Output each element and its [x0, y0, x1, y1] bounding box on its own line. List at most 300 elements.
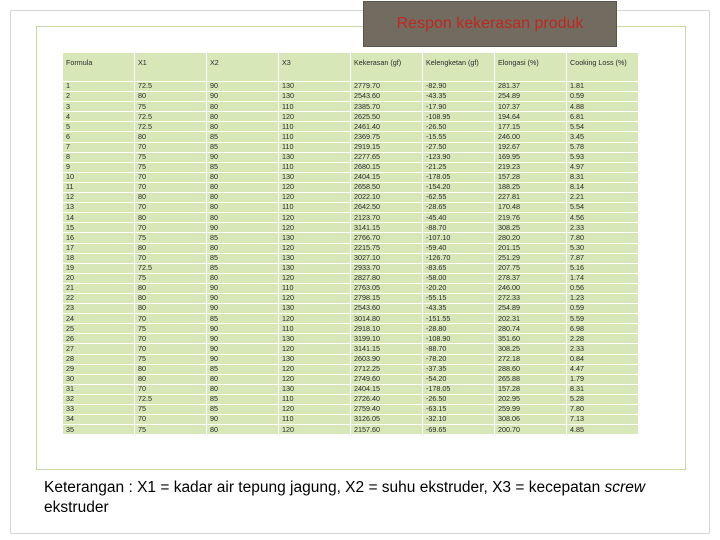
table-row	[63, 263, 639, 273]
table-cell: 4.85	[567, 425, 639, 435]
table-cell: -83.65	[423, 263, 495, 273]
table-cell: 90	[207, 92, 279, 102]
table-cell: 21	[63, 283, 135, 293]
table-cell: 7.80	[567, 233, 639, 243]
table-cell: 4.97	[567, 162, 639, 172]
table-cell: -82.90	[423, 82, 495, 92]
table-cell: 85	[207, 142, 279, 152]
table-row	[63, 314, 639, 324]
table-cell: 70	[135, 314, 207, 324]
table-cell: 194.64	[495, 112, 567, 122]
table-cell: -21.25	[423, 162, 495, 172]
table-cell: 90	[207, 415, 279, 425]
title-box	[363, 1, 617, 47]
table-row	[63, 132, 639, 142]
table-cell: 90	[207, 223, 279, 233]
table-cell: 200.70	[495, 425, 567, 435]
table-cell: 130	[279, 82, 351, 92]
table-cell: 5.28	[567, 394, 639, 404]
table-cell: -20.20	[423, 283, 495, 293]
table-cell: 6.81	[567, 112, 639, 122]
table-row	[63, 374, 639, 384]
table-row	[63, 384, 639, 394]
table-cell: 5	[63, 122, 135, 132]
table-cell: 90	[207, 82, 279, 92]
table-cell: 12	[63, 193, 135, 203]
table-row	[63, 425, 639, 435]
table-cell: 265.88	[495, 374, 567, 384]
table-cell: 201.15	[495, 243, 567, 253]
table-cell: 2543.60	[351, 304, 423, 314]
caption-italic-term: screw	[604, 479, 646, 496]
table-cell: 70	[135, 415, 207, 425]
table-cell: 80	[207, 425, 279, 435]
table-cell: 14	[63, 213, 135, 223]
table-cell: 75	[135, 152, 207, 162]
table-cell: 110	[279, 324, 351, 334]
table-cell: 120	[279, 344, 351, 354]
column-header: Formula	[63, 53, 135, 82]
table-cell: -178.05	[423, 172, 495, 182]
table-cell: 219.23	[495, 162, 567, 172]
table-cell: -45.40	[423, 213, 495, 223]
table-row	[63, 142, 639, 152]
table-row	[63, 122, 639, 132]
table-cell: 6	[63, 132, 135, 142]
table-cell: 120	[279, 193, 351, 203]
table-cell: 2404.15	[351, 384, 423, 394]
table-row	[63, 273, 639, 283]
table-cell: 85	[207, 405, 279, 415]
caption	[44, 478, 684, 518]
table-cell: 35	[63, 425, 135, 435]
table-cell: 80	[207, 374, 279, 384]
table-cell: 351.60	[495, 334, 567, 344]
table-cell: 120	[279, 425, 351, 435]
table-cell: 280.20	[495, 233, 567, 243]
table-cell: 0.56	[567, 283, 639, 293]
table-cell: 130	[279, 334, 351, 344]
table-row	[63, 203, 639, 213]
table-cell: 110	[279, 283, 351, 293]
table-cell: 2	[63, 92, 135, 102]
table-cell: 10	[63, 172, 135, 182]
table-cell: -108.95	[423, 112, 495, 122]
caption-text: Keterangan : X1 = kadar air tepung jagung, X2 = suhu ekstruder, X3 = kecepatan	[44, 479, 605, 496]
table-cell: -17.90	[423, 102, 495, 112]
table-cell: 24	[63, 314, 135, 324]
table-row	[63, 82, 639, 92]
table-cell: -26.50	[423, 122, 495, 132]
table-cell: 80	[135, 364, 207, 374]
table-cell: 0.59	[567, 304, 639, 314]
table-cell: 75	[135, 233, 207, 243]
table-cell: -126.70	[423, 253, 495, 263]
table-cell: 5.59	[567, 314, 639, 324]
table-cell: -69.65	[423, 425, 495, 435]
table-cell: 120	[279, 405, 351, 415]
table-cell: 110	[279, 142, 351, 152]
table-cell: 280.74	[495, 324, 567, 334]
table-cell: 3126.05	[351, 415, 423, 425]
table-cell: 75	[135, 102, 207, 112]
table-cell: 2798.15	[351, 293, 423, 303]
table-row	[63, 344, 639, 354]
table-cell: 2603.90	[351, 354, 423, 364]
table-cell: 75	[135, 324, 207, 334]
table-row	[63, 394, 639, 404]
table-cell: 188.25	[495, 182, 567, 192]
table-cell: 70	[135, 182, 207, 192]
table-cell: 80	[135, 293, 207, 303]
table-cell: 80	[207, 172, 279, 182]
table-cell: 1.74	[567, 273, 639, 283]
table-cell: 13	[63, 203, 135, 213]
table-row	[63, 172, 639, 182]
table-cell: 20	[63, 273, 135, 283]
table-cell: 18	[63, 253, 135, 263]
table-cell: 90	[207, 283, 279, 293]
table-cell: 130	[279, 263, 351, 273]
page-title: Respon kekerasan produk	[396, 15, 584, 32]
table-cell: 85	[207, 233, 279, 243]
column-header: Kelengketan (gf)	[423, 53, 495, 82]
table-cell: -15.55	[423, 132, 495, 142]
table-cell: 202.95	[495, 394, 567, 404]
table-cell: 2157.60	[351, 425, 423, 435]
table-cell: 192.67	[495, 142, 567, 152]
table-cell: 1.23	[567, 293, 639, 303]
table-cell: 2123.70	[351, 213, 423, 223]
table-cell: 219.76	[495, 213, 567, 223]
table-cell: -151.55	[423, 314, 495, 324]
table-cell: 281.37	[495, 82, 567, 92]
table-cell: 2022.10	[351, 193, 423, 203]
table-cell: 177.15	[495, 122, 567, 132]
table-cell: 75	[135, 425, 207, 435]
table-cell: 110	[279, 122, 351, 132]
table-cell: 2404.15	[351, 172, 423, 182]
table-row	[63, 233, 639, 243]
table-cell: -55.15	[423, 293, 495, 303]
column-header: X2	[207, 53, 279, 82]
table-cell: 202.31	[495, 314, 567, 324]
table-cell: 2385.70	[351, 102, 423, 112]
table-cell: 22	[63, 293, 135, 303]
table-cell: 2749.60	[351, 374, 423, 384]
table-cell: 85	[207, 314, 279, 324]
table-cell: -154.20	[423, 182, 495, 192]
table-cell: -107.10	[423, 233, 495, 243]
table-cell: 70	[135, 142, 207, 152]
table-cell: 272.18	[495, 354, 567, 364]
table-cell: 2827.80	[351, 273, 423, 283]
table-cell: 5.78	[567, 142, 639, 152]
table-cell: 120	[279, 243, 351, 253]
table-cell: 2658.50	[351, 182, 423, 192]
table-cell: 80	[135, 193, 207, 203]
table-cell: 70	[135, 172, 207, 182]
table-cell: 32	[63, 394, 135, 404]
table-cell: 90	[207, 354, 279, 364]
table-cell: 80	[135, 283, 207, 293]
table-cell: 1.79	[567, 374, 639, 384]
table-cell: 3141.15	[351, 223, 423, 233]
table-cell: 80	[207, 273, 279, 283]
table-cell: 3141.15	[351, 344, 423, 354]
table-cell: -37.35	[423, 364, 495, 374]
table-cell: 2461.40	[351, 122, 423, 132]
table-cell: 2726.40	[351, 394, 423, 404]
table-cell: 29	[63, 364, 135, 374]
table-cell: 2763.05	[351, 283, 423, 293]
table-cell: 120	[279, 213, 351, 223]
table-cell: 90	[207, 304, 279, 314]
table-cell: -178.05	[423, 384, 495, 394]
table-cell: 85	[207, 394, 279, 404]
table-cell: 72.5	[135, 82, 207, 92]
table-cell: -32.10	[423, 415, 495, 425]
table-cell: 28	[63, 354, 135, 364]
table-cell: 5.54	[567, 203, 639, 213]
table-cell: 90	[207, 344, 279, 354]
table-cell: 120	[279, 374, 351, 384]
table-cell: 170.48	[495, 203, 567, 213]
table-cell: -62.55	[423, 193, 495, 203]
table-cell: 130	[279, 304, 351, 314]
table-cell: 7.13	[567, 415, 639, 425]
table-cell: 80	[135, 92, 207, 102]
table-cell: 80	[207, 193, 279, 203]
column-header: X3	[279, 53, 351, 82]
table-cell: 254.89	[495, 304, 567, 314]
table-cell: 3027.10	[351, 253, 423, 263]
table-cell: -88.70	[423, 223, 495, 233]
table-cell: 25	[63, 324, 135, 334]
table-cell: 120	[279, 364, 351, 374]
table-cell: 90	[207, 293, 279, 303]
table-cell: 7	[63, 142, 135, 152]
table-cell: 5.93	[567, 152, 639, 162]
table-cell: 2.21	[567, 193, 639, 203]
table-cell: 1.81	[567, 82, 639, 92]
table-cell: 26	[63, 334, 135, 344]
table-cell: 23	[63, 304, 135, 314]
table-cell: 80	[207, 243, 279, 253]
table-cell: 30	[63, 374, 135, 384]
table-cell: 15	[63, 223, 135, 233]
table-cell: -43.35	[423, 304, 495, 314]
table-cell: 110	[279, 162, 351, 172]
table-cell: 80	[135, 132, 207, 142]
table-row	[63, 354, 639, 364]
table-cell: 308.25	[495, 223, 567, 233]
table-cell: 130	[279, 384, 351, 394]
table-cell: -123.90	[423, 152, 495, 162]
table-row	[63, 112, 639, 122]
table-cell: 80	[207, 203, 279, 213]
table-cell: 31	[63, 384, 135, 394]
table-cell: 246.00	[495, 132, 567, 142]
table-row	[63, 162, 639, 172]
table-cell: 2.33	[567, 223, 639, 233]
table-cell: 70	[135, 334, 207, 344]
table-cell: 4.56	[567, 213, 639, 223]
table-cell: 3199.10	[351, 334, 423, 344]
table-cell: 110	[279, 102, 351, 112]
table-cell: 130	[279, 172, 351, 182]
table-row	[63, 293, 639, 303]
table-cell: 5.54	[567, 122, 639, 132]
table-cell: 70	[135, 384, 207, 394]
table-cell: 251.29	[495, 253, 567, 263]
table-cell: 8.14	[567, 182, 639, 192]
table-cell: 0.59	[567, 92, 639, 102]
table-cell: 80	[135, 374, 207, 384]
table-cell: 120	[279, 223, 351, 233]
table-cell: 80	[135, 304, 207, 314]
table-cell: 75	[135, 162, 207, 172]
table-cell: 278.37	[495, 273, 567, 283]
table-cell: 90	[207, 334, 279, 344]
table-cell: 2759.40	[351, 405, 423, 415]
data-table	[62, 52, 639, 435]
table-cell: 259.99	[495, 405, 567, 415]
table-cell: 4.47	[567, 364, 639, 374]
table-cell: 72.5	[135, 263, 207, 273]
table-cell: 70	[135, 344, 207, 354]
table-cell: 85	[207, 162, 279, 172]
table-cell: 72.5	[135, 112, 207, 122]
table-row	[63, 193, 639, 203]
table-cell: 2277.65	[351, 152, 423, 162]
caption-text-end: ekstruder	[44, 499, 109, 516]
table-row	[63, 304, 639, 314]
table-cell: 110	[279, 203, 351, 213]
table-cell: 75	[135, 354, 207, 364]
column-header: Elongasi (%)	[495, 53, 567, 82]
table-row	[63, 213, 639, 223]
table-cell: 7.87	[567, 253, 639, 263]
table-row	[63, 405, 639, 415]
table-cell: 75	[135, 405, 207, 415]
table-cell: 246.00	[495, 283, 567, 293]
table-cell: 80	[135, 243, 207, 253]
table-cell: 11	[63, 182, 135, 192]
table-row	[63, 92, 639, 102]
table-cell: 5.30	[567, 243, 639, 253]
table-cell: 272.33	[495, 293, 567, 303]
table-cell: 169.95	[495, 152, 567, 162]
table-cell: 72.5	[135, 122, 207, 132]
table-cell: 120	[279, 273, 351, 283]
table-cell: 2918.10	[351, 324, 423, 334]
table-cell: 120	[279, 112, 351, 122]
table-cell: 80	[207, 384, 279, 394]
table-row	[63, 324, 639, 334]
table-cell: 308.25	[495, 344, 567, 354]
table-cell: -58.00	[423, 273, 495, 283]
table-cell: 207.75	[495, 263, 567, 273]
table-cell: 110	[279, 394, 351, 404]
table-cell: 19	[63, 263, 135, 273]
table-cell: 3014.80	[351, 314, 423, 324]
table-cell: -78.20	[423, 354, 495, 364]
table-cell: 3.45	[567, 132, 639, 142]
table-cell: 254.89	[495, 92, 567, 102]
table-cell: 2766.70	[351, 233, 423, 243]
table-cell: 110	[279, 132, 351, 142]
table-cell: 2625.50	[351, 112, 423, 122]
table-cell: 80	[207, 213, 279, 223]
table-cell: 120	[279, 293, 351, 303]
table-cell: 85	[207, 253, 279, 263]
table-cell: -108.90	[423, 334, 495, 344]
table-cell: 17	[63, 243, 135, 253]
table-cell: 8.31	[567, 172, 639, 182]
table-cell: 0.84	[567, 354, 639, 364]
table-cell: 4	[63, 112, 135, 122]
table-cell: 5.16	[567, 263, 639, 273]
table-cell: 130	[279, 152, 351, 162]
table-cell: 2.33	[567, 344, 639, 354]
table-cell: 157.28	[495, 384, 567, 394]
table-cell: 90	[207, 324, 279, 334]
table-cell: 16	[63, 233, 135, 243]
table-header-row	[63, 53, 639, 82]
table-cell: 70	[135, 203, 207, 213]
table-cell: 80	[207, 122, 279, 132]
table-row	[63, 334, 639, 344]
table-cell: 90	[207, 152, 279, 162]
table-cell: 2919.15	[351, 142, 423, 152]
table-cell: -26.50	[423, 394, 495, 404]
table-cell: 80	[135, 213, 207, 223]
table-cell: 9	[63, 162, 135, 172]
table-cell: 110	[279, 415, 351, 425]
table-row	[63, 102, 639, 112]
table-cell: 8	[63, 152, 135, 162]
table-cell: 2.28	[567, 334, 639, 344]
table-cell: 72.5	[135, 394, 207, 404]
table-cell: 33	[63, 405, 135, 415]
column-header: Cooking Loss (%)	[567, 53, 639, 82]
table-cell: 2712.25	[351, 364, 423, 374]
table-cell: 130	[279, 354, 351, 364]
table-cell: 8.31	[567, 384, 639, 394]
table-row	[63, 152, 639, 162]
table-cell: 107.37	[495, 102, 567, 112]
table-cell: 2543.60	[351, 92, 423, 102]
table-cell: 27	[63, 344, 135, 354]
table-cell: 2642.50	[351, 203, 423, 213]
table-cell: -27.50	[423, 142, 495, 152]
table-row	[63, 243, 639, 253]
table-cell: 75	[135, 273, 207, 283]
column-header: Kekerasan (gf)	[351, 53, 423, 82]
table-cell: 1	[63, 82, 135, 92]
table-cell: 70	[135, 253, 207, 263]
table-cell: 2779.70	[351, 82, 423, 92]
table-cell: 308.06	[495, 415, 567, 425]
table-row	[63, 283, 639, 293]
table-cell: 70	[135, 223, 207, 233]
table-cell: -28.65	[423, 203, 495, 213]
table-cell: 34	[63, 415, 135, 425]
table-cell: 120	[279, 182, 351, 192]
table-cell: 288.60	[495, 364, 567, 374]
table-cell: 227.81	[495, 193, 567, 203]
